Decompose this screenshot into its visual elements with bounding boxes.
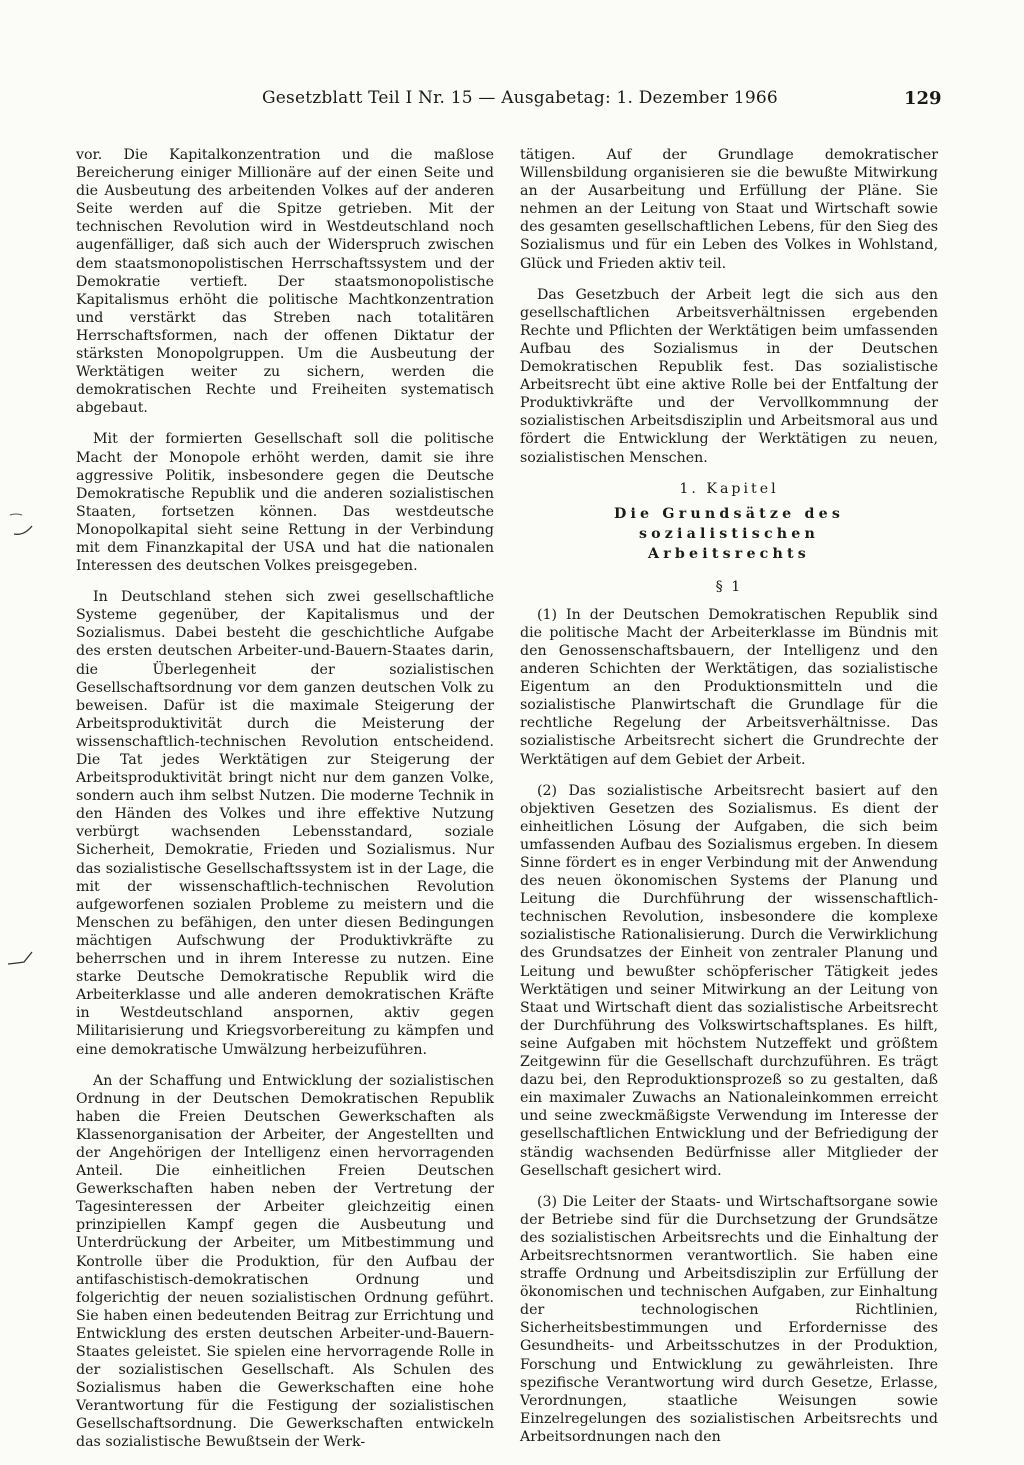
paragraph: (2) Das sozialistische Arbeitsrecht basiert auf den objektiven Gesetzen des Sozialismus. Es dient der einheitlichen Lösung der Aufgaben, die sich beim umfassenden Aufbau des Sozialismus ergeben. In diesem Sinne fördert es in enger Verbindung mit der Anwendung des neuen ökonomischen Systems der Planung und Leitung die Durchführung der wissenschaftlich-technischen Revolution, insbesondere die komplexe sozialistische Rationalisierung. Durch die Verwirklichung des Grundsatzes der Einheit von zentraler Planung und Leitung und bewußter schöpferischer Tätigkeit jedes Werktätigen und seiner Mitwirkung an der Leitung von Staat und Wirtschaft dient das sozialistische Arbeitsrecht der Durchführung des Volkswirtschaftsplanes. Es hilft, seine Aufgaben mit höchstem Nutzeffekt und größtem Zeitgewinn für die Gesellschaft durchzuführen. Es trägt dazu bei, den Reproduktionsprozeß so zu gestalten, daß ein maximaler Zuwachs an Nationaleinkommen erreicht und seine zweckmäßigste Verwendung im Interesse der gesellschaftlichen Entwicklung und der Befriedigung der ständig wachsenden Bedürfnisse aller Mitglieder der Gesellschaft gesichert wird. (520, 782, 938, 1179)
page-number: 129 (904, 88, 942, 109)
chapter-title-line: Die Grundsätze des sozialistischen (613, 505, 845, 542)
margin-mark-top (8, 512, 34, 526)
page-header (0, 88, 1024, 118)
chapter-title-line: Arbeitsrechts (648, 545, 810, 562)
paragraph: vor. Die Kapitalkonzentration und die maßlose Bereicherung einiger Millionäre auf der einen Seite und die Ausbeutung des arbeitenden Volkes auf der anderen Seite werden auf die Spitze getrieben. Mit der technischen Revolution wird in Westdeutschland noch augenfälliger, daß sich auch der Widerspruch zwischen dem staatsmonopolistischen Herrschaftssystem und der Demokratie vertieft. Der staatsmonopolistische Kapitalismus erhöht die politische Machtkonzentration und verstärkt das Streben nach totalitären Herrschaftsformen, nach der offenen Diktatur der stärksten Monopolgruppen. Um die Ausbeutung der Werktätigen weiter zu sichern, werden die demokratischen Rechte und Freiheiten systematisch abgebaut. (76, 147, 494, 417)
chapter-title (520, 504, 938, 564)
paragraph: tätigen. Auf der Grundlage demokratischer Willensbildung organisieren sie die bewußte Mitwirkung an der Ausarbeitung und Erfüllung der Pläne. Sie nehmen an der Leitung von Staat und Wirtschaft sowie des gesamten gesellschaftlichen Lebens, für den Sieg des Sozialismus und für ein Leben des Volkes in Wohlstand, Glück und Frieden aktiv teil. (520, 147, 938, 272)
chapter-heading: 1. Kapitel (679, 480, 779, 497)
right-column (520, 146, 938, 1459)
left-column (76, 146, 494, 1465)
paragraph: Das Gesetzbuch der Arbeit legt die sich aus den gesellschaftlichen Arbeitsverhältnissen ergebenden Rechte und Pflichten der Werktätigen beim umfassenden Aufbau des Sozialismus in der Deutschen Demokratischen Republik fest. Das sozialistische Arbeitsrecht übt eine aktive Rolle bei der Entfaltung der Produktivkräfte und der Vervollkommnung der sozialistischen Arbeitsdisziplin und Arbeitsmoral aus und fördert die Entwicklung der Werktätigen zu neuen, sozialistischen Menschen. (520, 286, 938, 466)
paragraph: An der Schaffung und Entwicklung der sozialistischen Ordnung in der Deutschen Demokratischen Republik haben die Freien Deutschen Gewerkschaften als Klassenorganisation der Arbeiter, der Angestellten und der Angehörigen der Intelligenz einen hervorragenden Anteil. Die einheitlichen Freien Deutschen Gewerkschaften haben neben der Vertretung der Tagesinteressen der Arbeiter gleichzeitig einen prinzipiellen Kampf gegen die Ausbeutung und Unterdrückung der Arbeiter, um Mitbestimmung und Kontrolle über die Produktion, für den Aufbau der antifaschistisch-demokratischen Ordnung und folgerichtig der neuen sozialistischen Ordnung geführt. Sie haben einen bedeutenden Beitrag zur Errichtung und Entwicklung des ersten deutschen Arbeiter-und-Bauern-Staates geleistet. Sie spielen eine hervorragende Rolle in der sozialistischen Gesellschaft. Als Schulen des Sozialismus haben die Gewerkschaften eine hohe Verantwortung für die Festigung der sozialistischen Gesellschaftsordnung. Die Gewerkschaften entwickeln das sozialistische Bewußtsein der Werk- (76, 1072, 494, 1451)
running-head: Gesetzblatt Teil I Nr. 15 — Ausgabetag: 1. Dezember 1966 (262, 88, 778, 108)
paragraph: (3) Die Leiter der Staats- und Wirtschaftsorgane sowie der Betriebe sind für die Durchsetzung der Grundsätze des sozialistischen Arbeitsrechts und die Einhaltung der Arbeitsrechtsnormen verantwortlich. Sie haben eine straffe Ordnung und Arbeitsdisziplin zur Erfüllung der ökonomischen und technischen Aufgaben, zur Einhaltung der technologischen Richtlinien, Sicherheitsbestimmungen und Erfordernisse des Gesundheits- und Arbeitsschutzes in der Produktion, Forschung und Entwicklung zu gewährleisten. Ihre spezifische Verantwortung wird durch Gesetze, Erlasse, Verordnungen, staatliche Weisungen sowie Einzelregelungen des sozialistischen Arbeitsrechts und Arbeitsordnungen nach den (520, 1193, 938, 1445)
paragraph: Mit der formierten Gesellschaft soll die politische Macht der Monopole erhöht werden, damit sie ihre aggressive Politik, insbesondere gegen die Deutsche Demokratische Republik und die anderen sozialistischen Staaten, fortsetzen können. Das westdeutsche Monopolkapital sieht seine Rettung in der Verbindung mit dem Finanzkapital der USA und hat die nationalen Interessen des deutschen Volkes preisgegeben. (76, 431, 494, 575)
section-heading: § 1 (715, 578, 743, 595)
paragraph: In Deutschland stehen sich zwei gesellschaftliche Systeme gegenüber, der Kapitalismus und der Sozialismus. Dabei besteht die geschichtliche Aufgabe des ersten deutschen Arbeiter-und-Bauern-Staates darin, die Überlegenheit der sozialistischen Gesellschaftsordnung vor dem ganzen deutschen Volk zu beweisen. Dafür ist die maximale Steigerung der Arbeitsproduktivität durch die Meisterung der wissenschaftlich-technischen Revolution entscheidend. Die Tat jedes Werktätigen zur Steigerung der Arbeitsproduktivität bringt nicht nur dem ganzen Volke, sondern auch ihm selbst Nutzen. Die moderne Technik in den Händen des Volkes und ihre effektive Nutzung verbürgt wachsenden Lebensstandard, soziale Sicherheit, Demokratie, Frieden und Sozialismus. Nur das sozialistische Gesellschaftssystem ist in der Lage, die mit der wissenschaftlich-technischen Revolution aufgeworfenen sozialen Probleme zu meistern und die Menschen zu befähigen, den unter diesen Bedingungen mächtigen Aufschwung der Produktivkräfte zu beherrschen und in ihrem Interesse zu nutzen. Eine starke Deutsche Demokratische Republik wird die Arbeiterklasse und alle anderen demokratischen Kräfte in Westdeutschland anspornen, aktiv gegen Militarisierung und Kriegsvorbereitung zu kämpfen und eine demokratische Umwälzung herbeizuführen. (76, 589, 494, 1058)
margin-mark-bottom (6, 950, 32, 964)
paragraph: (1) In der Deutschen Demokratischen Republik sind die politische Macht der Arbeiterklasse im Bündnis mit den Genossenschaftsbauern, der Intelligenz und den anderen Schichten der Werktätigen, das sozialistische Eigentum an den Produktionsmitteln und die sozialistische Planwirtschaft die Grundlage für die rechtliche Regelung der Arbeitsverhältnisse. Das sozialistische Arbeitsrecht sichert die Grundrechte der Werktätigen auf dem Gebiet der Arbeit. (520, 606, 938, 768)
